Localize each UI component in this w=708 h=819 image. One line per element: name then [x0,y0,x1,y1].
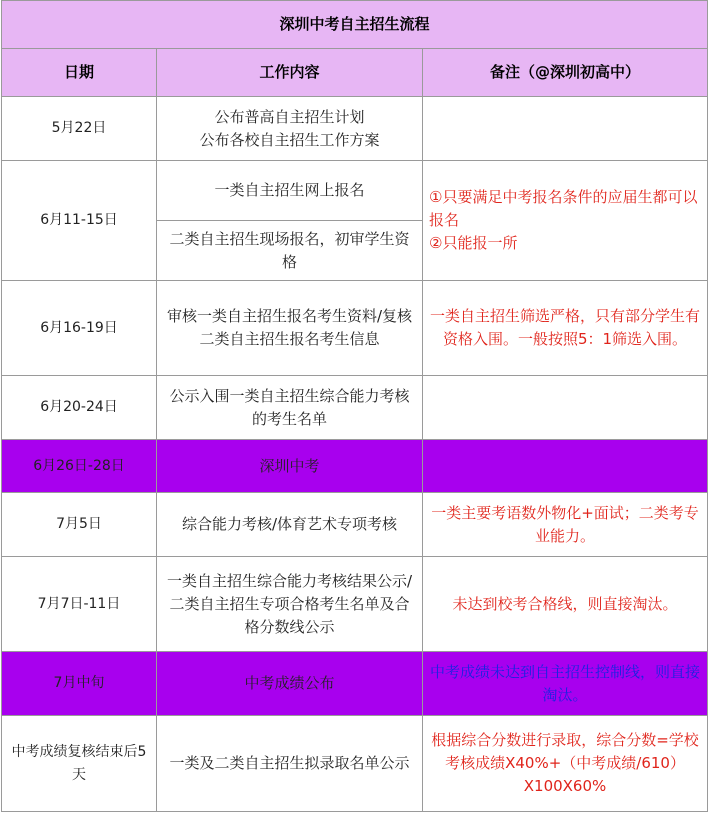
row-work: 公示入围一类自主招生综合能力考核的考生名单 [157,376,423,440]
header-date: 日期 [2,49,157,97]
table-row [2,652,708,716]
row-note: 中考成绩未达到自主招生控制线，则直接淘汰。 [423,652,708,716]
table-row [2,376,708,440]
table-row [2,440,708,493]
row-date: 6月26日-28日 [2,440,157,493]
row-date: 6月20-24日 [2,376,157,440]
row-work: 中考成绩公布 [157,652,423,716]
table-row [2,716,708,812]
row-note: 一类主要考语数外物化+面试；二类考专业能力。 [423,493,708,557]
table-row [2,557,708,652]
admission-process-table [1,0,708,812]
row-note: 根据综合分数进行录取，综合分数=学校考核成绩X40%+（中考成绩/610）X100X60% [423,716,708,812]
row-work: 审核一类自主招生报名考生资料/复核二类自主招生报名考生信息 [157,281,423,376]
row-date: 6月16-19日 [2,281,157,376]
table-row [2,161,708,221]
row-date: 7月中旬 [2,652,157,716]
row-note [423,97,708,161]
row-work: 深圳中考 [157,440,423,493]
row-note: ①只要满足中考报名条件的应届生都可以报名 ②只能报一所 [423,161,708,281]
row-note [423,440,708,493]
table-row [2,281,708,376]
row-date: 5月22日 [2,97,157,161]
row-work: 二类自主招生现场报名，初审学生资格 [157,221,423,281]
row-date: 中考成绩复核结束后5天 [2,716,157,812]
row-date: 7月5日 [2,493,157,557]
row-note: 一类自主招生筛选严格，只有部分学生有资格入围。一般按照5：1筛选入围。 [423,281,708,376]
table-title: 深圳中考自主招生流程 [2,1,708,49]
row-date: 7月7日-11日 [2,557,157,652]
row-work: 一类自主招生网上报名 [157,161,423,221]
row-work: 一类及二类自主招生拟录取名单公示 [157,716,423,812]
header-note: 备注（@深圳初高中） [423,49,708,97]
table-row [2,493,708,557]
row-work: 综合能力考核/体育艺术专项考核 [157,493,423,557]
table-row [2,97,708,161]
row-work: 一类自主招生综合能力考核结果公示/二类自主招生专项合格考生名单及合格分数线公示 [157,557,423,652]
header-work: 工作内容 [157,49,423,97]
row-note: 未达到校考合格线，则直接淘汰。 [423,557,708,652]
row-date: 6月11-15日 [2,161,157,281]
row-work: 公布普高自主招生计划 公布各校自主招生工作方案 [157,97,423,161]
row-note [423,376,708,440]
